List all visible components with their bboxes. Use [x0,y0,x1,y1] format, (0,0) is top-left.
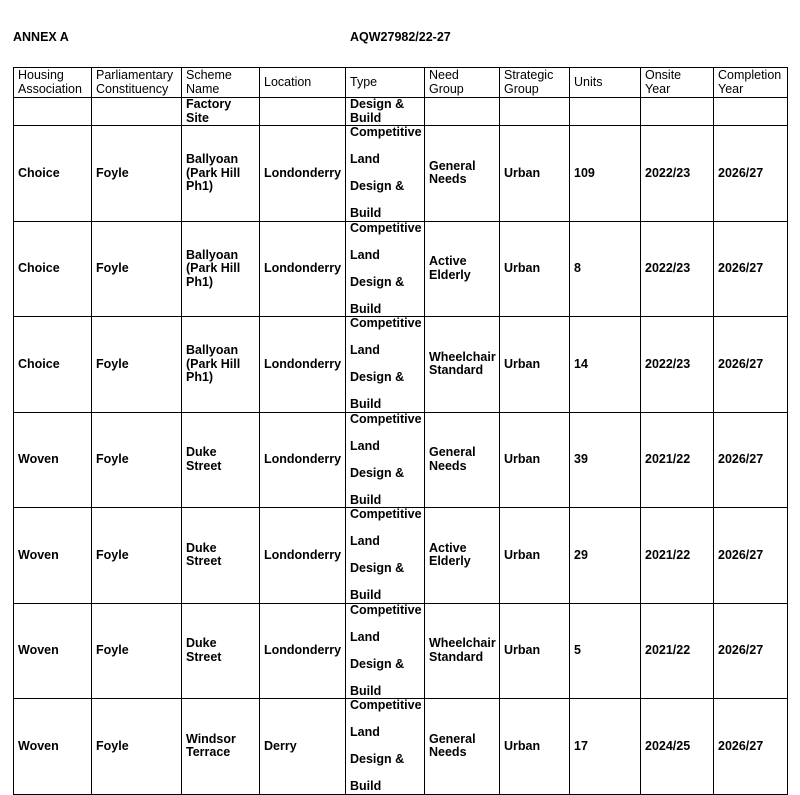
cell-empty [14,98,92,126]
cell-strategic: Urban [500,699,570,795]
table-row [14,699,788,795]
cell-strategic: Urban [500,221,570,317]
cell-association: Woven [14,699,92,795]
table-row [14,508,788,604]
cell-empty [92,98,182,126]
table-row [14,317,788,413]
cell-constituency: Foyle [92,508,182,604]
cell-type: Competitive Land Design & Build [346,221,425,317]
cell-location: Londonderry [260,508,346,604]
cell-completion: 2026/27 [714,699,788,795]
cell-location: Londonderry [260,603,346,699]
cell-units: 39 [570,412,641,508]
cell-scheme: Ballyoan (Park Hill Ph1) [182,126,260,222]
cell-need: Active Elderly [425,508,500,604]
col-scheme-name: Scheme Name [182,68,260,98]
col-strategic-group: Strategic Group [500,68,570,98]
cell-constituency: Foyle [92,603,182,699]
cell-empty [570,98,641,126]
cell-constituency: Foyle [92,699,182,795]
cell-completion: 2026/27 [714,603,788,699]
cell-need: General Needs [425,412,500,508]
cell-empty [500,98,570,126]
table-row [14,603,788,699]
cell-constituency: Foyle [92,126,182,222]
col-onsite-year: Onsite Year [641,68,714,98]
annex-title: ANNEX A [13,30,69,44]
reference-number: AQW27982/22-27 [350,30,451,44]
schemes-table [13,67,788,795]
cell-location: Londonderry [260,317,346,413]
col-housing-association: Housing Association [14,68,92,98]
col-completion-year: Completion Year [714,68,788,98]
cell-onsite: 2022/23 [641,317,714,413]
cell-type: Competitive Land Design & Build [346,126,425,222]
cell-strategic: Urban [500,317,570,413]
cell-onsite: 2022/23 [641,221,714,317]
col-parliamentary-constituency: Parliamentary Constituency [92,68,182,98]
cell-type: Competitive Land Design & Build [346,603,425,699]
cell-location: Londonderry [260,412,346,508]
cell-location: Derry [260,699,346,795]
table-row [14,126,788,222]
col-units: Units [570,68,641,98]
cell-scheme: Windsor Terrace [182,699,260,795]
cell-onsite: 2021/22 [641,508,714,604]
cell-need: Active Elderly [425,221,500,317]
cell-onsite: 2021/22 [641,412,714,508]
cell-scheme: Ballyoan (Park Hill Ph1) [182,317,260,413]
cell-units: 14 [570,317,641,413]
cell-completion: 2026/27 [714,412,788,508]
cell-location: Londonderry [260,126,346,222]
cell-onsite: 2021/22 [641,603,714,699]
cell-scheme: Duke Street [182,508,260,604]
cell-type: Competitive Land Design & Build [346,317,425,413]
cell-association: Woven [14,603,92,699]
cell-need: General Needs [425,126,500,222]
cell-association: Woven [14,508,92,604]
cell-scheme: Duke Street [182,603,260,699]
cell-scheme: Duke Street [182,412,260,508]
col-need-group: Need Group [425,68,500,98]
cell-empty [425,98,500,126]
cell-strategic: Urban [500,508,570,604]
cell-type: Competitive Land Design & Build [346,508,425,604]
table-row [14,221,788,317]
cell-need: General Needs [425,699,500,795]
cell-strategic: Urban [500,126,570,222]
cell-completion: 2026/27 [714,317,788,413]
cell-completion: 2026/27 [714,221,788,317]
cell-onsite: 2022/23 [641,126,714,222]
cell-type-carry: Design & Build [346,98,425,126]
cell-empty [641,98,714,126]
cell-constituency: Foyle [92,412,182,508]
cell-completion: 2026/27 [714,508,788,604]
cell-units: 8 [570,221,641,317]
table-header-row [14,68,788,98]
col-type: Type [346,68,425,98]
cell-association: Choice [14,317,92,413]
cell-units: 5 [570,603,641,699]
cell-association: Choice [14,126,92,222]
cell-empty [714,98,788,126]
cell-units: 109 [570,126,641,222]
cell-association: Choice [14,221,92,317]
cell-onsite: 2024/25 [641,699,714,795]
cell-strategic: Urban [500,603,570,699]
cell-constituency: Foyle [92,317,182,413]
cell-units: 17 [570,699,641,795]
cell-scheme-carry: Factory Site [182,98,260,126]
cell-scheme: Ballyoan (Park Hill Ph1) [182,221,260,317]
cell-empty [260,98,346,126]
cell-type: Competitive Land Design & Build [346,412,425,508]
carry-over-row [14,98,788,126]
cell-units: 29 [570,508,641,604]
cell-need: Wheelchair Standard [425,603,500,699]
cell-location: Londonderry [260,221,346,317]
cell-constituency: Foyle [92,221,182,317]
cell-association: Woven [14,412,92,508]
cell-completion: 2026/27 [714,126,788,222]
cell-strategic: Urban [500,412,570,508]
col-location: Location [260,68,346,98]
table-row [14,412,788,508]
cell-need: Wheelchair Standard [425,317,500,413]
cell-type: Competitive Land Design & Build [346,699,425,795]
